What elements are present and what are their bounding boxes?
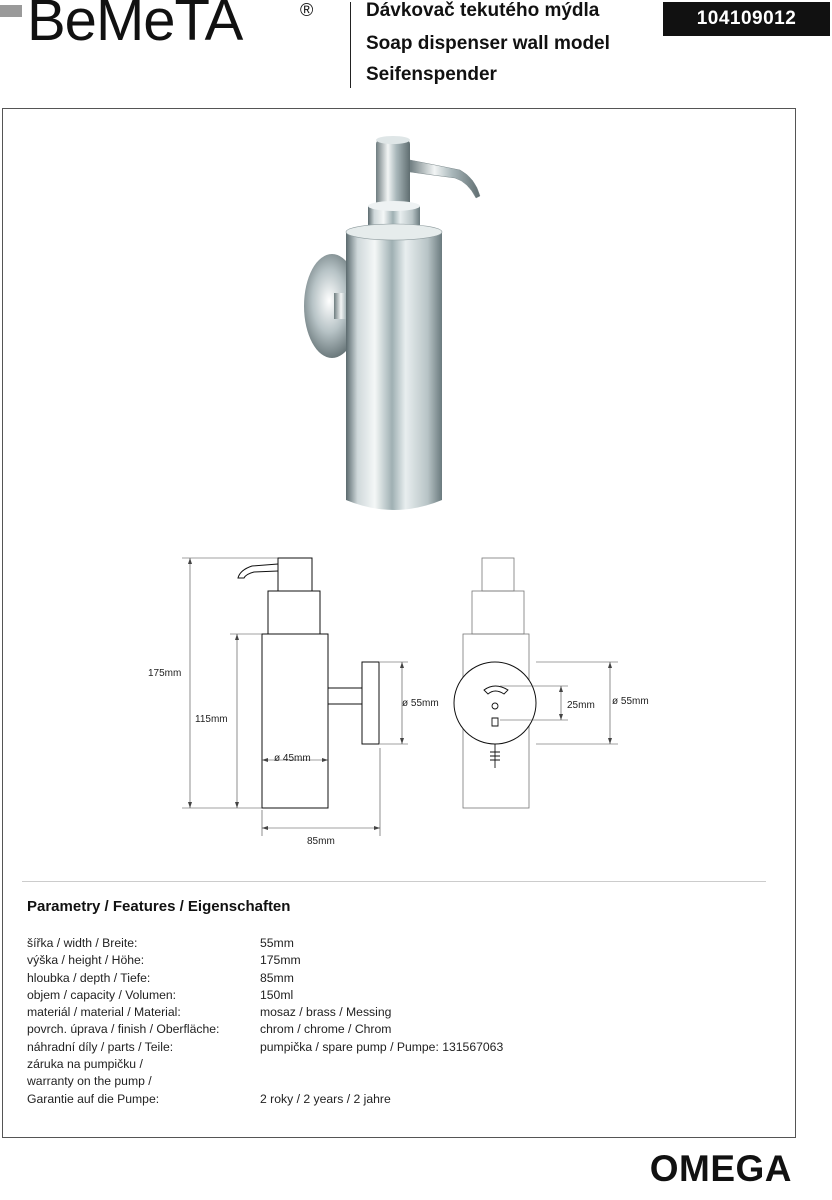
feature-label: Garantie auf die Pumpe: — [27, 1091, 160, 1106]
feature-row — [27, 1091, 767, 1108]
feature-label: hloubka / depth / Tiefe: — [27, 970, 151, 985]
feature-value: pumpička / spare pump / Pumpe: 131567063 — [260, 1039, 504, 1054]
dim-height-body: 115mm — [195, 714, 228, 725]
dim-hole-spacing: 25mm — [567, 700, 595, 711]
feature-row — [27, 952, 767, 969]
feature-value: chrom / chrome / Chrom — [260, 1022, 392, 1037]
logo-mark — [0, 5, 22, 17]
feature-row — [27, 1004, 767, 1021]
feature-row — [27, 987, 767, 1004]
feature-value: 175mm — [260, 953, 301, 968]
feature-row — [27, 1073, 767, 1090]
section-divider — [22, 881, 766, 882]
feature-value: mosaz / brass / Messing — [260, 1005, 392, 1020]
title-german: Seifenspender — [366, 64, 497, 85]
side-view — [238, 558, 379, 808]
feature-label: warranty on the pump / — [27, 1074, 152, 1089]
feature-value: 55mm — [260, 936, 294, 950]
registered-mark: ® — [300, 0, 314, 20]
feature-label: výška / height / Höhe: — [27, 953, 145, 968]
header-divider — [350, 2, 351, 88]
series-name: OMEGA — [649, 1148, 792, 1189]
dim-depth: 85mm — [307, 836, 335, 847]
feature-label: šířka / width / Breite: — [27, 936, 138, 950]
title-czech: Dávkovač tekutého mýdla — [366, 0, 600, 21]
feature-row — [27, 970, 767, 987]
feature-value: 150ml — [260, 987, 294, 1002]
feature-value: 2 roky / 2 years / 2 jahre — [260, 1091, 391, 1106]
feature-label: povrch. úprava / finish / Oberfläche: — [27, 1022, 220, 1037]
feature-row — [27, 935, 767, 952]
brand-logo: BeMeTA — [27, 0, 243, 53]
title-english: Soap dispenser wall model — [366, 33, 610, 54]
dim-body-diameter: ø 45mm — [274, 753, 311, 764]
feature-row — [27, 1056, 767, 1073]
dim-rosette-side: ø 55mm — [402, 698, 439, 709]
feature-label: objem / capacity / Volumen: — [27, 987, 177, 1002]
product-photo — [290, 128, 510, 528]
features-table — [27, 935, 767, 1108]
feature-label: materiál / material / Material: — [27, 1005, 181, 1020]
features-title: Parametry / Features / Eigenschaften — [27, 898, 291, 915]
feature-row — [27, 1021, 767, 1038]
dim-height-total: 175mm — [148, 668, 182, 679]
feature-label: záruka na pumpičku / — [27, 1057, 143, 1072]
feature-row — [27, 1039, 767, 1056]
feature-label: náhradní díly / parts / Teile: — [27, 1039, 174, 1054]
product-code-badge: 104109012 — [663, 2, 830, 36]
technical-drawing — [140, 548, 700, 858]
feature-value: 85mm — [260, 970, 294, 985]
dim-rosette-front: ø 55mm — [612, 696, 649, 707]
